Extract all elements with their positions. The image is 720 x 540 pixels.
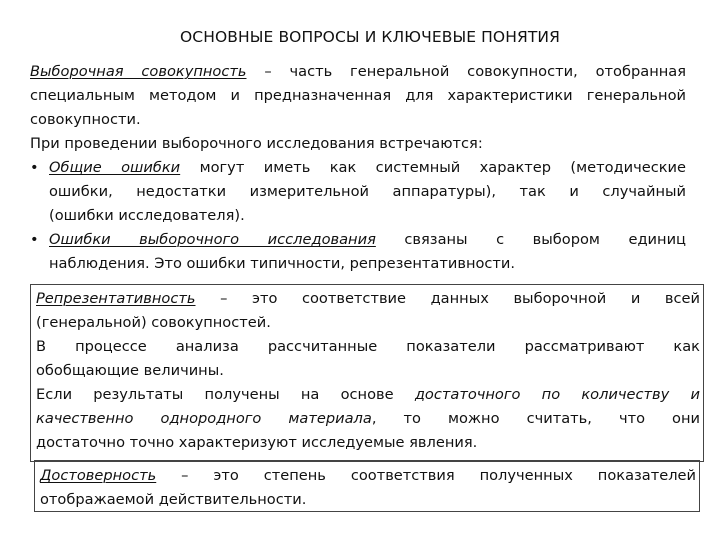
term-reliability: Достоверность bbox=[40, 467, 157, 484]
term-sampling-errors: Ошибки выборочного исследования bbox=[49, 231, 376, 248]
definition-line: специальным методом и предназначенная для характеристики генеральной bbox=[30, 87, 686, 104]
section-reliability: Достоверность – это степень соответствия полученных показателей отображаемой действительности. bbox=[40, 467, 696, 508]
term-sample-population: Выборочная совокупность bbox=[30, 63, 247, 80]
page-title: ОСНОВНЫЕ ВОПРОСЫ И КЛЮЧЕВЫЕ ПОНЯТИЯ bbox=[179, 28, 560, 46]
intro-text: При проведении выборочного исследования встречаются: bbox=[30, 135, 483, 152]
section-representativeness: Репрезентативность – это соответствие данных выборочной и всей (генеральной) совокупностей. В процессе анализа рассчитанные показатели рассматривают как обобщающие величины. Если результаты получены на основе достаточного по количеству и качественно однородного материала, то можно считать, что они достаточно точно характеризуют исследуемые явления. bbox=[36, 290, 700, 451]
term-representativeness: Репрезентативность bbox=[36, 290, 196, 307]
term-general-errors: Общие ошибки bbox=[49, 159, 181, 176]
bullet-icon: • bbox=[30, 159, 39, 176]
definition-line: совокупности. bbox=[30, 111, 141, 128]
definition-line: Выборочная совокупность – часть генеральной совокупности, отобранная bbox=[30, 63, 686, 80]
bullet-icon: • bbox=[30, 231, 39, 248]
list-item: • Общие ошибки могут иметь как системный характер (методические ошибки, недостатки измерительной аппаратуры), так и случайный (ошибки исследователя). bbox=[30, 156, 686, 228]
list-item: • Ошибки выборочного исследования связаны с выбором единиц наблюдения. Это ошибки типичности, репрезентативности. bbox=[30, 228, 686, 276]
section-sample-population bbox=[30, 60, 686, 276]
